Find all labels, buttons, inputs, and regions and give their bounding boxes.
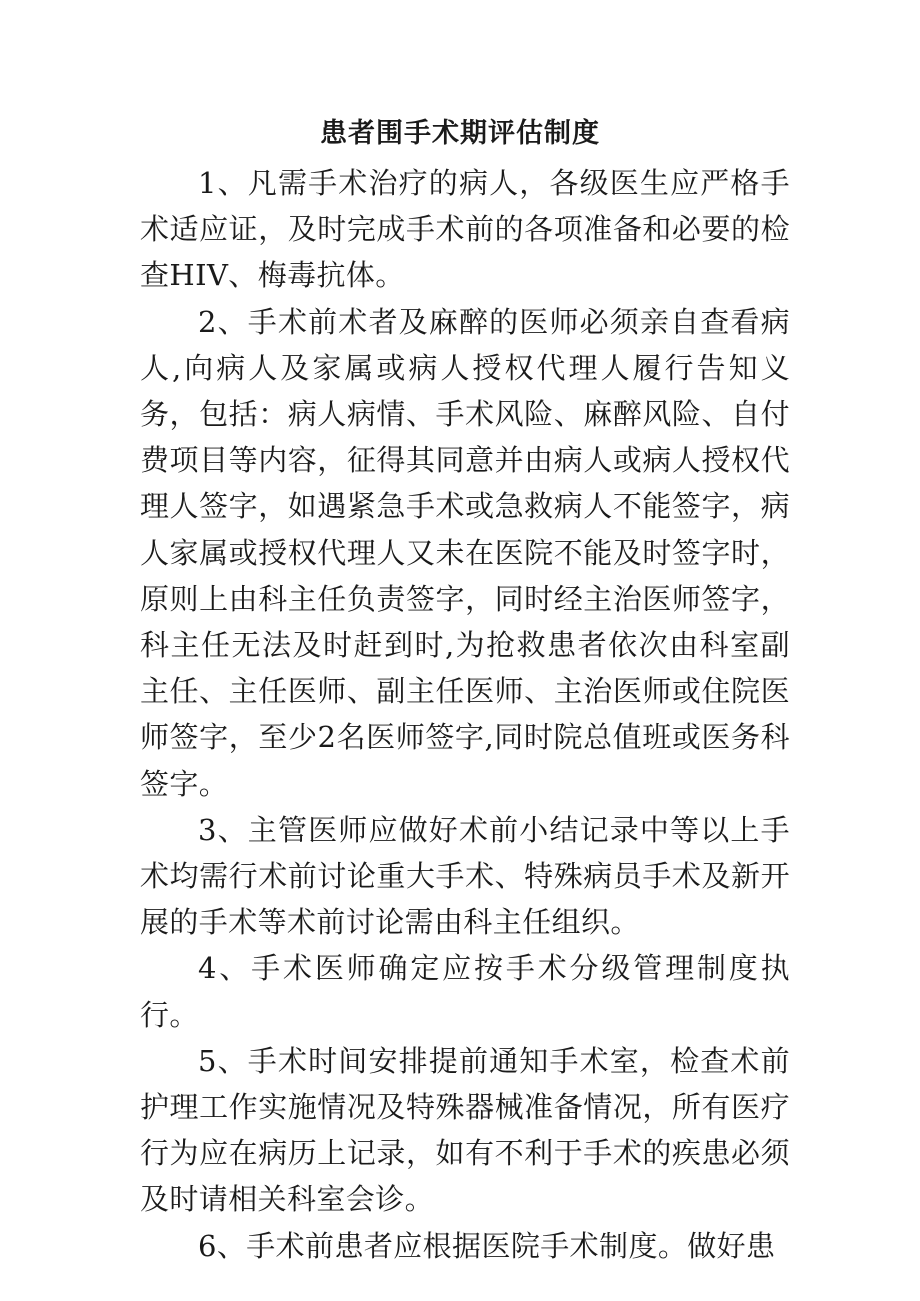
paragraph-2: 2、手术前术者及麻醉的医师必须亲自查看病人,向病人及家属或病人授权代理人履行告知义务，包括：病人病情、手术风险、麻醉风险、自付费项目等内容，征得其同意并由病人或病人授权代理人签字，如遇紧急手术或急救病人不能签字，病人家属或授权代理人又未在医院不能及时签字时，原则上由科主任负责签字，同时经主治医师签字，科主任无法及时赶到时,为抢救患者依次由科室副主任、主任医师、副主任医师、主治医师或住院医师签字，至少2名医师签字,同时院总值班或医务科签字。 (140, 304, 790, 801)
paragraph-5: 5、手术时间安排提前通知手术室，检查术前护理工作实施情况及特殊器械准备情况，所有医疗行为应在病历上记录，如有不利于手术的疾患必须及时请相关科室会诊。 (140, 1043, 790, 1217)
paragraph-1: 1、凡需手术治疗的病人，各级医生应严格手术适应证，及时完成手术前的各项准备和必要的检查HIV、梅毒抗体。 (140, 166, 790, 293)
paragraph-6: 6、手术前患者应根据医院手术制度。做好患 (198, 1228, 776, 1263)
paragraph-3: 3、主管医师应做好术前小结记录中等以上手术均需行术前讨论重大手术、特殊病员手术及新开展的手术等术前讨论需由科主任组织。 (140, 812, 790, 940)
paragraph-4: 4、手术医师确定应按手术分级管理制度执行。 (140, 951, 790, 1032)
document-body (140, 160, 790, 1269)
document-title: 患者围手术期评估制度 (320, 118, 600, 149)
